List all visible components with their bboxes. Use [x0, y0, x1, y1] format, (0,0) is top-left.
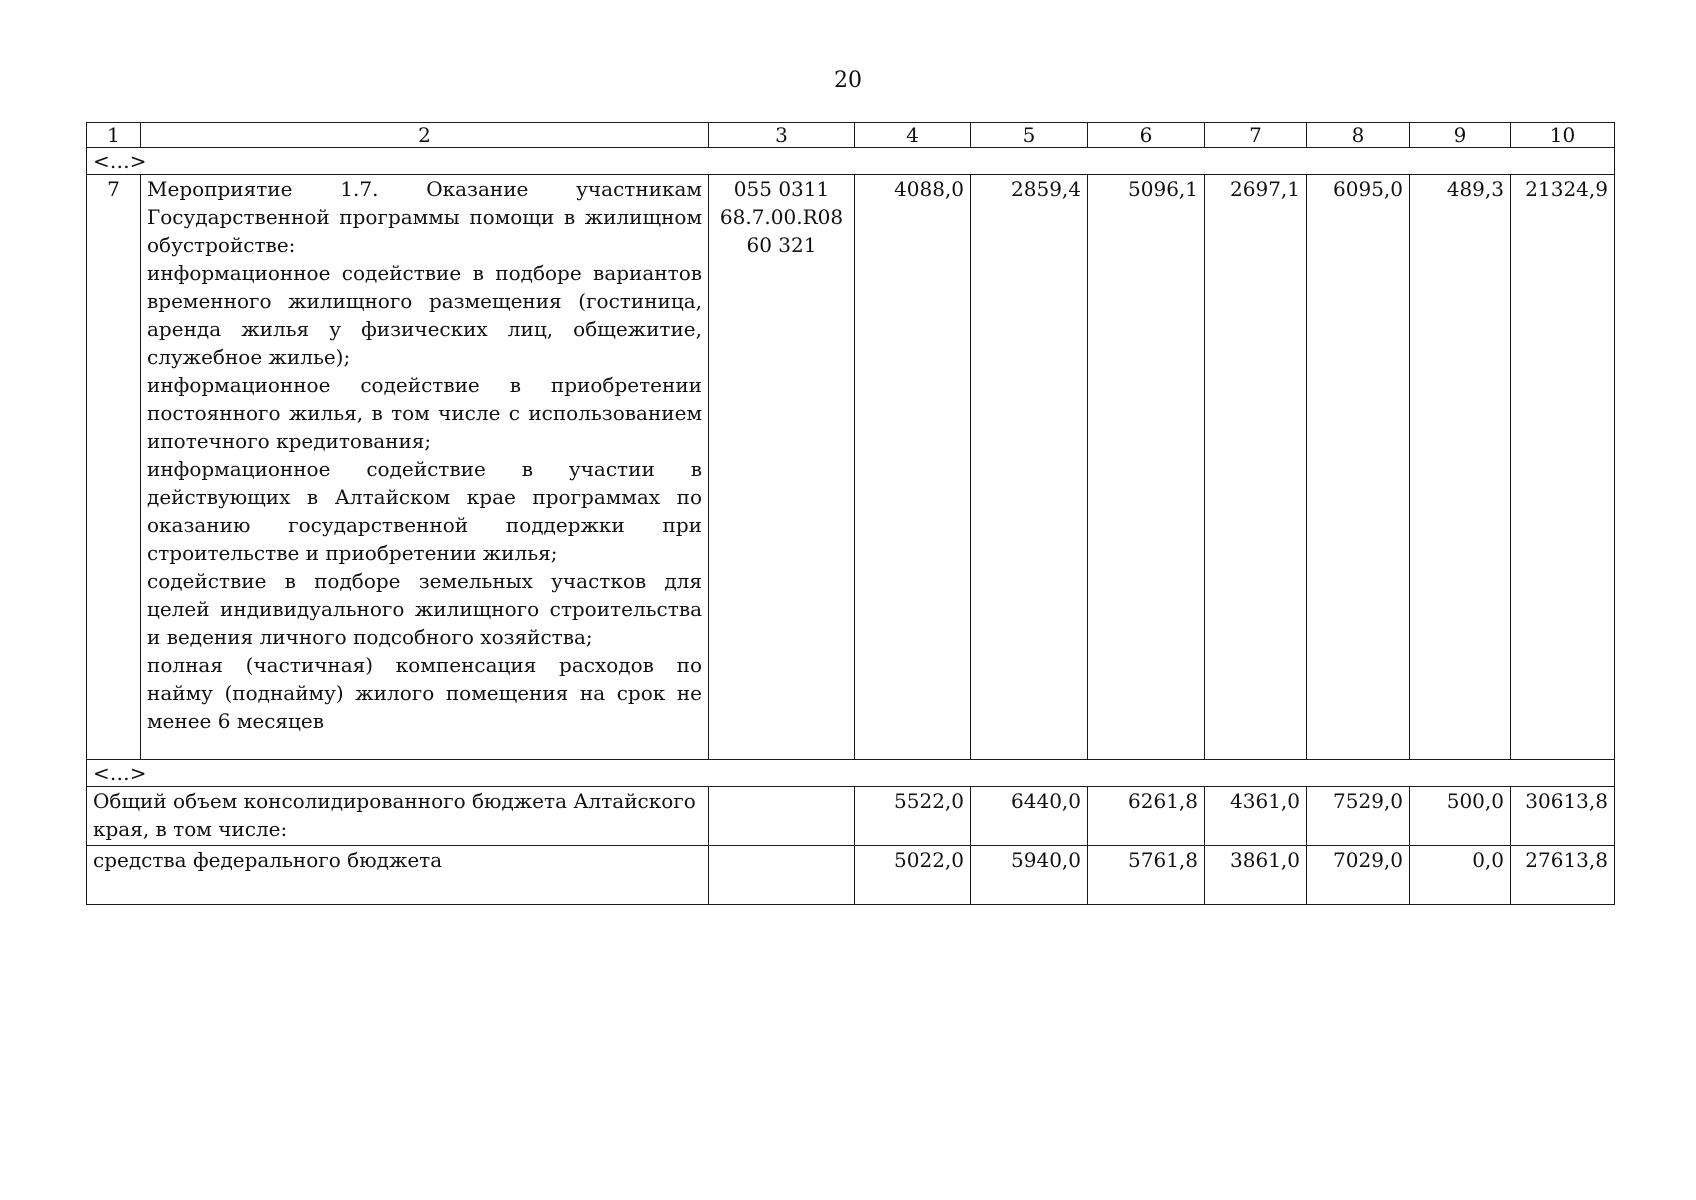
- total-budget-row: [87, 787, 1615, 846]
- description-line: содействие в подборе земельных участков для целей индивидуального жилищного строительства и ведения личного подсобного хозяйства;: [147, 569, 702, 649]
- description-line: информационное содействие в подборе вариантов временного жилищного размещения (гостиница, аренда жилья у физических лиц, общежитие, служебное жилье);: [147, 261, 702, 369]
- empty-code-cell: [709, 846, 855, 905]
- description-line: информационное содействие в участии в действующих в Алтайском крае программах по оказанию государственной поддержки при строительстве и приобретении жилья;: [147, 457, 702, 565]
- value-cell: 4088,0: [855, 175, 971, 760]
- federal-budget-row: [87, 846, 1615, 905]
- value-cell: 6440,0: [971, 787, 1088, 846]
- description-line: Мероприятие 1.7. Оказание участникам Государственной программы помощи в жилищном обустройстве:: [147, 177, 702, 257]
- value-cell: 5096,1: [1088, 175, 1205, 760]
- ellipsis-cell: <…>: [87, 760, 1615, 787]
- value-cell: 7529,0: [1307, 787, 1410, 846]
- value-cell: 489,3: [1410, 175, 1511, 760]
- budget-table: [86, 122, 1615, 905]
- column-number-cell: 8: [1307, 123, 1410, 148]
- federal-budget-label: средства федерального бюджета: [87, 846, 709, 905]
- omitted-rows-marker: [87, 148, 1615, 175]
- value-cell: 27613,8: [1511, 846, 1615, 905]
- value-cell: 2697,1: [1205, 175, 1307, 760]
- value-cell: 5761,8: [1088, 846, 1205, 905]
- measure-row: [87, 175, 1615, 760]
- column-number-cell: 3: [709, 123, 855, 148]
- description-line: информационное содействие в приобретении постоянного жилья, в том числе с использованием ипотечного кредитования;: [147, 373, 702, 453]
- ellipsis-cell: <…>: [87, 148, 1615, 175]
- value-cell: 3861,0: [1205, 846, 1307, 905]
- value-cell: 6095,0: [1307, 175, 1410, 760]
- value-cell: 0,0: [1410, 846, 1511, 905]
- value-cell: 21324,9: [1511, 175, 1615, 760]
- budget-code-line: 68.7.00.R08: [719, 205, 844, 229]
- empty-code-cell: [709, 787, 855, 846]
- value-cell: 500,0: [1410, 787, 1511, 846]
- page-number: 20: [834, 68, 862, 93]
- column-number-cell: 1: [87, 123, 141, 148]
- description-line: полная (частичная) компенсация расходов по найму (поднайму) жилого помещения на срок не менее 6 месяцев: [147, 653, 702, 733]
- column-number-cell: 2: [141, 123, 709, 148]
- column-number-cell: 10: [1511, 123, 1615, 148]
- budget-code: [709, 175, 855, 760]
- budget-code-line: 60 321: [746, 233, 817, 257]
- value-cell: 7029,0: [1307, 846, 1410, 905]
- column-number-cell: 4: [855, 123, 971, 148]
- value-cell: 5522,0: [855, 787, 971, 846]
- omitted-rows-marker: [87, 760, 1615, 787]
- column-number-cell: 5: [971, 123, 1088, 148]
- value-cell: 4361,0: [1205, 787, 1307, 846]
- measure-description: [141, 175, 709, 760]
- value-cell: 30613,8: [1511, 787, 1615, 846]
- column-number-cell: 6: [1088, 123, 1205, 148]
- value-cell: 5940,0: [971, 846, 1088, 905]
- value-cell: 5022,0: [855, 846, 971, 905]
- column-number-cell: 7: [1205, 123, 1307, 148]
- column-number-row: [87, 123, 1615, 148]
- value-cell: 6261,8: [1088, 787, 1205, 846]
- budget-code-line: 055 0311: [733, 177, 830, 201]
- column-number-cell: 9: [1410, 123, 1511, 148]
- total-budget-label: Общий объем консолидированного бюджета Алтайского края, в том числе:: [87, 787, 709, 846]
- value-cell: 2859,4: [971, 175, 1088, 760]
- row-number: 7: [87, 175, 141, 760]
